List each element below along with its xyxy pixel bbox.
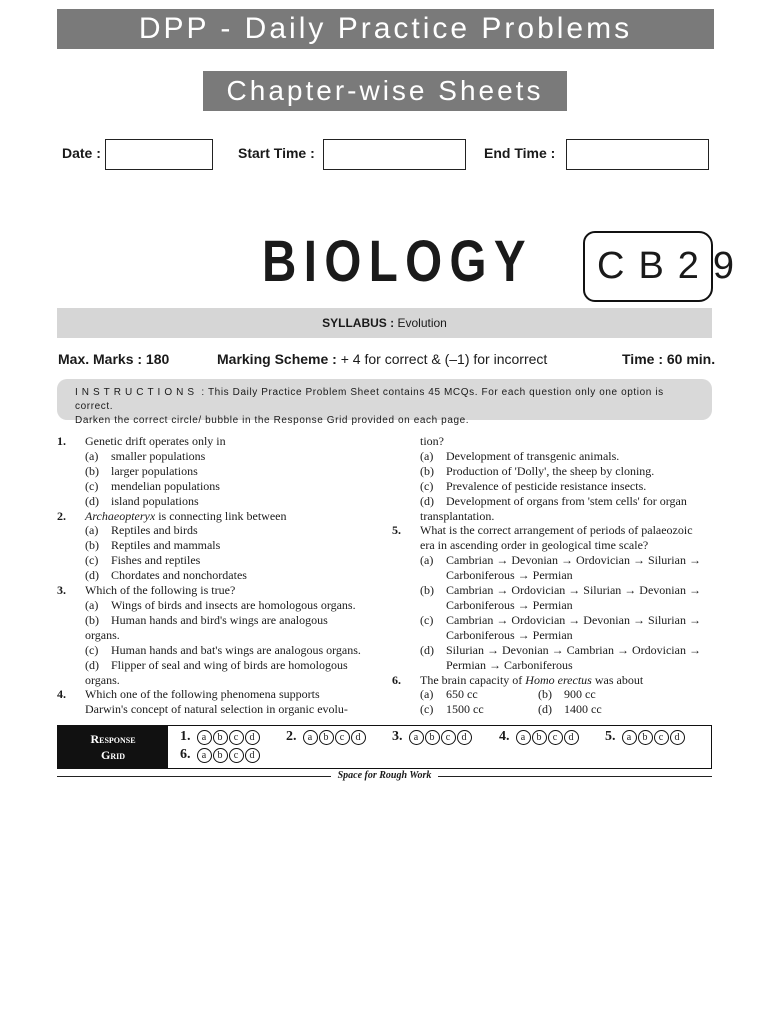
response-grid-item	[605, 729, 686, 745]
response-grid-item	[392, 729, 473, 745]
answer-bubble[interactable]: c	[335, 730, 350, 745]
max-marks: Max. Marks : 180	[58, 351, 170, 367]
response-grid-label: Response Grid	[58, 726, 168, 768]
page-title-banner: DPP - Daily Practice Problems	[57, 9, 714, 49]
instructions-box	[57, 379, 712, 426]
answer-bubble[interactable]: a	[409, 730, 424, 745]
response-grid-item	[499, 729, 580, 745]
option-continuation: transplantation.	[420, 508, 495, 523]
answer-bubble[interactable]: d	[670, 730, 685, 745]
answer-bubble[interactable]: c	[229, 730, 244, 745]
option: (a) Development of transgenic animals.	[420, 448, 620, 463]
question-5: 5. What is the correct arrangement of periods of palaeozoic	[392, 523, 693, 538]
answer-bubble[interactable]: c	[548, 730, 563, 745]
marking-scheme-label: Marking Scheme :	[217, 351, 337, 367]
question-6: 6. The brain capacity of Homo erectus was about	[392, 672, 644, 687]
syllabus-label: SYLLABUS :	[322, 316, 395, 330]
question-4: 4. Which one of the following phenomena supports	[57, 687, 320, 702]
answer-bubble[interactable]: b	[638, 730, 653, 745]
option: (b) Reptiles and mammals	[85, 538, 221, 553]
answer-bubble[interactable]: d	[351, 730, 366, 745]
option: (c) Prevalence of pesticide resistance insects.	[420, 478, 647, 493]
option-row: (a) 650 cc (b) 900 cc	[420, 687, 596, 702]
answer-bubble[interactable]: a	[622, 730, 637, 745]
question-4-continuation: Darwin's concept of natural selection in organic evolu-	[85, 702, 348, 717]
instructions-heading: INSTRUCTIONS	[75, 387, 198, 398]
option: (c) Fishes and reptiles	[85, 553, 201, 568]
response-grid-number: 1.	[180, 729, 191, 744]
response-grid-item	[180, 729, 261, 745]
option-row: (c) 1500 cc (d) 1400 cc	[420, 702, 602, 717]
answer-bubble[interactable]: d	[564, 730, 579, 745]
option: (d) Flipper of seal and wing of birds are homologous	[85, 657, 348, 672]
question-3: 3. Which of the following is true?	[57, 583, 236, 598]
answer-bubble[interactable]: c	[654, 730, 669, 745]
option-continuation: Carboniferous → Permian	[446, 597, 573, 612]
response-grid-number: 2.	[286, 729, 297, 744]
end-time-field[interactable]	[566, 139, 709, 170]
answer-bubble[interactable]: b	[425, 730, 440, 745]
end-time-label: End Time :	[484, 145, 556, 161]
answer-bubble[interactable]: b	[213, 730, 228, 745]
option: (c) mendelian populations	[85, 478, 220, 493]
response-grid-number: 4.	[499, 729, 510, 744]
start-time-field[interactable]	[323, 139, 466, 170]
option: (d) island populations	[85, 493, 199, 508]
syllabus-value: Evolution	[397, 316, 447, 330]
rough-work-divider	[57, 770, 712, 782]
option-continuation: organs.	[85, 672, 120, 687]
response-grid-number: 6.	[180, 747, 191, 762]
answer-bubble[interactable]: a	[197, 748, 212, 763]
answer-bubble[interactable]: a	[197, 730, 212, 745]
questions-right-column	[392, 434, 714, 717]
answer-bubble[interactable]: d	[457, 730, 472, 745]
marking-scheme-value: + 4 for correct & (–1) for incorrect	[340, 351, 548, 367]
date-label: Date :	[62, 145, 101, 161]
option: (a) Reptiles and birds	[85, 523, 198, 538]
question-2: 2. Archaeopteryx is connecting link between	[57, 508, 287, 523]
questions-left-column	[57, 434, 377, 717]
time-limit: Time : 60 min.	[622, 351, 716, 367]
answer-bubble[interactable]: c	[441, 730, 456, 745]
question-1: 1. Genetic drift operates only in	[57, 434, 226, 448]
response-grid-item	[180, 747, 261, 763]
answer-bubble[interactable]: d	[245, 730, 260, 745]
option: (b) Production of 'Dolly', the sheep by cloning.	[420, 463, 655, 478]
option: (c) Human hands and bat's wings are analogous organs.	[85, 642, 361, 657]
option-continuation: Permian → Carboniferous	[446, 657, 573, 672]
date-field[interactable]	[105, 139, 213, 170]
question-4-continuation: tion?	[420, 434, 444, 448]
answer-bubble[interactable]: a	[516, 730, 531, 745]
response-grid	[57, 725, 712, 769]
option: (b) Cambrian → Ordovician → Silurian → Devonian →	[420, 583, 701, 598]
option-continuation: Carboniferous → Permian	[446, 627, 573, 642]
response-grid-number: 5.	[605, 729, 616, 744]
answer-bubble[interactable]: a	[303, 730, 318, 745]
syllabus-bar	[57, 308, 712, 338]
answer-bubble[interactable]: d	[245, 748, 260, 763]
option: (a) smaller populations	[85, 448, 206, 463]
option-continuation: organs.	[85, 627, 120, 642]
answer-bubble[interactable]: b	[532, 730, 547, 745]
answer-bubble[interactable]: b	[213, 748, 228, 763]
option: (b) larger populations	[85, 463, 198, 478]
option-continuation: Carboniferous → Permian	[446, 568, 573, 583]
question-5-continuation: era in ascending order in geological time scale?	[420, 538, 649, 553]
option: (a) Cambrian → Devonian → Ordovician → Silurian →	[420, 553, 701, 568]
option: (b) Human hands and bird's wings are analogous	[85, 612, 328, 627]
option: (d) Silurian → Devonian → Cambrian → Ordovician →	[420, 642, 701, 657]
answer-bubble[interactable]: b	[319, 730, 334, 745]
option: (a) Wings of birds and insects are homologous organs.	[85, 597, 356, 612]
marking-scheme	[217, 351, 547, 367]
option: (c) Cambrian → Ordovician → Devonian → Silurian →	[420, 612, 701, 627]
option: (d) Chordates and nonchordates	[85, 568, 247, 583]
instructions-line-2: Darken the correct circle/ bubble in the Response Grid provided on each page.	[75, 415, 470, 426]
option: (d) Development of organs from 'stem cells' for organ	[420, 493, 687, 508]
response-grid-number: 3.	[392, 729, 403, 744]
subject-title: BIOLOGY	[262, 229, 533, 294]
page-subtitle-banner: Chapter-wise Sheets	[203, 71, 567, 111]
sheet-code: CB29	[583, 231, 713, 302]
answer-bubble[interactable]: c	[229, 748, 244, 763]
rough-work-label: Space for Rough Work	[331, 770, 439, 781]
instructions-line-1: : This Daily Practice Problem Sheet contains 45 MCQs. For each question only one option is correct.	[75, 387, 664, 412]
start-time-label: Start Time :	[238, 145, 315, 161]
response-grid-item	[286, 729, 367, 745]
